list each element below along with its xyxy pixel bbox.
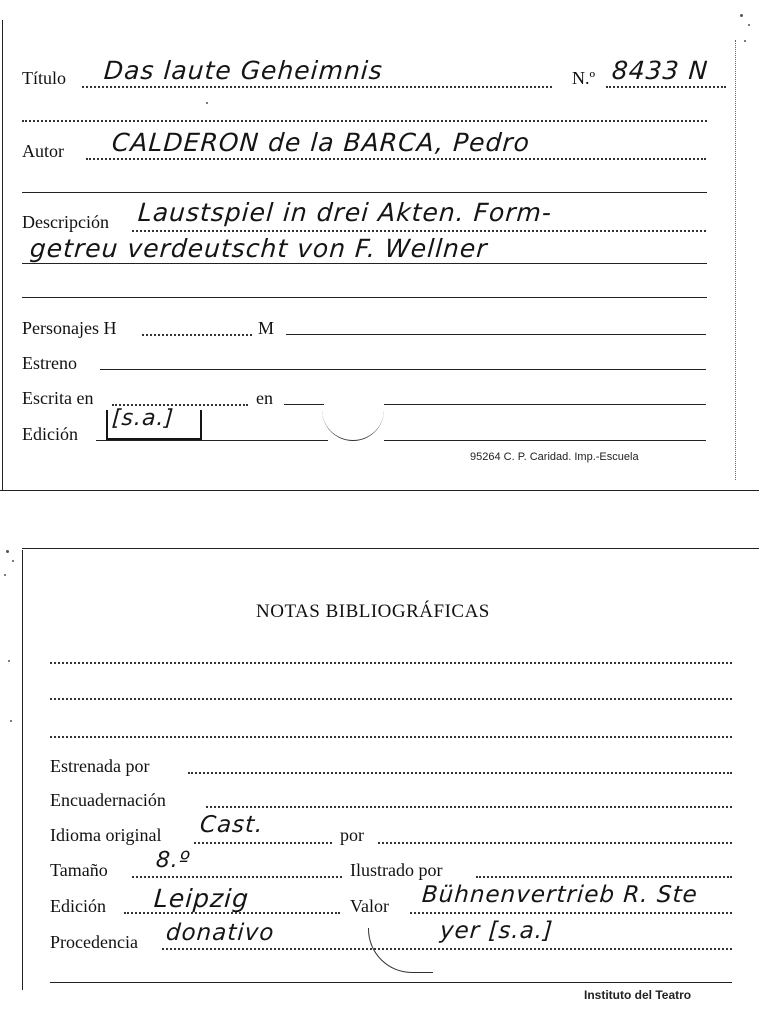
speck bbox=[740, 14, 743, 17]
titulo-label: Título bbox=[22, 68, 66, 88]
valor-label: Valor bbox=[350, 896, 389, 916]
tamano-value: 8.º bbox=[155, 848, 192, 873]
descripcion-label: Descripción bbox=[22, 212, 109, 232]
numero-value: 8433 N bbox=[610, 56, 710, 85]
punch-hole-arc bbox=[322, 400, 384, 441]
card2-left-edge bbox=[22, 550, 23, 990]
card1-bottom-edge bbox=[0, 490, 759, 491]
procedencia-label: Procedencia bbox=[50, 932, 138, 952]
estrenada-label: Estrenada por bbox=[50, 756, 150, 776]
autor-label: Autor bbox=[22, 141, 64, 161]
descripcion-line-3 bbox=[22, 297, 707, 298]
tamano-label: Tamaño bbox=[50, 860, 108, 880]
titulo-value: Das laute Geheimnis bbox=[102, 56, 384, 85]
speck bbox=[6, 550, 9, 553]
encuadernacion-line bbox=[206, 806, 732, 808]
tamano-line bbox=[132, 876, 342, 878]
speck bbox=[10, 720, 12, 722]
ilustrado-line bbox=[476, 876, 732, 878]
escrita-line-3 bbox=[384, 404, 706, 405]
edicion-line-2 bbox=[384, 440, 706, 441]
autor-value: CALDERON de la BARCA, Pedro bbox=[110, 128, 532, 157]
escrita-en-label: en bbox=[256, 388, 273, 408]
speck bbox=[8, 660, 10, 662]
edicion2-label: Edición bbox=[50, 896, 106, 916]
descripcion-line-2 bbox=[22, 263, 707, 264]
por-label: por bbox=[340, 825, 364, 845]
estreno-label: Estreno bbox=[22, 353, 77, 373]
autor-line bbox=[86, 158, 706, 160]
card1-left-edge bbox=[2, 20, 3, 490]
procedencia-value: donativo bbox=[165, 920, 276, 946]
valor-line bbox=[410, 912, 732, 914]
numero-line bbox=[606, 86, 726, 88]
estreno-line bbox=[100, 369, 706, 370]
personajes-label: Personajes H bbox=[22, 318, 117, 338]
punch-hole-arc-2 bbox=[368, 928, 433, 973]
ilustrado-label: Ilustrado por bbox=[350, 860, 443, 880]
speck bbox=[744, 40, 746, 42]
encuadernacion-label: Encuadernación bbox=[50, 790, 166, 810]
procedencia-line bbox=[162, 948, 732, 950]
notas-line-2 bbox=[50, 698, 732, 700]
autor-extra-line bbox=[22, 192, 707, 193]
valor-value-cont: yer [s.a.] bbox=[439, 918, 555, 944]
edicion-line bbox=[96, 440, 328, 441]
idioma-line bbox=[194, 842, 332, 844]
edicion-value: [s.a.] bbox=[111, 406, 175, 431]
speck bbox=[4, 574, 6, 576]
card1-right-edge bbox=[735, 40, 736, 480]
descripcion-value-1: Laustspiel in drei Akten. Form- bbox=[136, 198, 554, 227]
personajes-h-line bbox=[142, 334, 252, 336]
estrenada-line bbox=[188, 772, 732, 774]
edicion-label: Edición bbox=[22, 424, 78, 444]
notas-heading: NOTAS BIBLIOGRÁFICAS bbox=[256, 601, 490, 622]
numero-label: N.º bbox=[572, 68, 596, 88]
notas-line-3 bbox=[50, 736, 732, 738]
printer-mark: 95264 C. P. Caridad. Imp.-Escuela bbox=[470, 451, 639, 463]
personajes-m-label: M bbox=[258, 318, 275, 338]
personajes-m-line bbox=[286, 334, 706, 335]
speck bbox=[12, 560, 14, 562]
card2-bottom-line bbox=[50, 982, 732, 983]
speck bbox=[206, 102, 208, 104]
institute-footer: Instituto del Teatro bbox=[584, 988, 692, 1002]
speck bbox=[748, 24, 750, 26]
titulo-extra-line bbox=[22, 120, 707, 122]
titulo-line bbox=[82, 86, 552, 88]
descripcion-value-2: getreu verdeutscht von F. Wellner bbox=[28, 234, 489, 263]
edicion2-value: Leipzig bbox=[152, 884, 251, 913]
valor-value: Bühnenvertrieb R. Ste bbox=[421, 882, 699, 908]
idioma-value: Cast. bbox=[199, 812, 265, 838]
escrita-label: Escrita en bbox=[22, 388, 94, 408]
escrita-line-2 bbox=[284, 404, 324, 405]
idioma-label: Idioma original bbox=[50, 825, 162, 845]
notas-line-1 bbox=[50, 662, 732, 664]
descripcion-line-1 bbox=[132, 230, 706, 232]
por-line bbox=[378, 842, 732, 844]
card2-top-edge bbox=[22, 548, 759, 549]
